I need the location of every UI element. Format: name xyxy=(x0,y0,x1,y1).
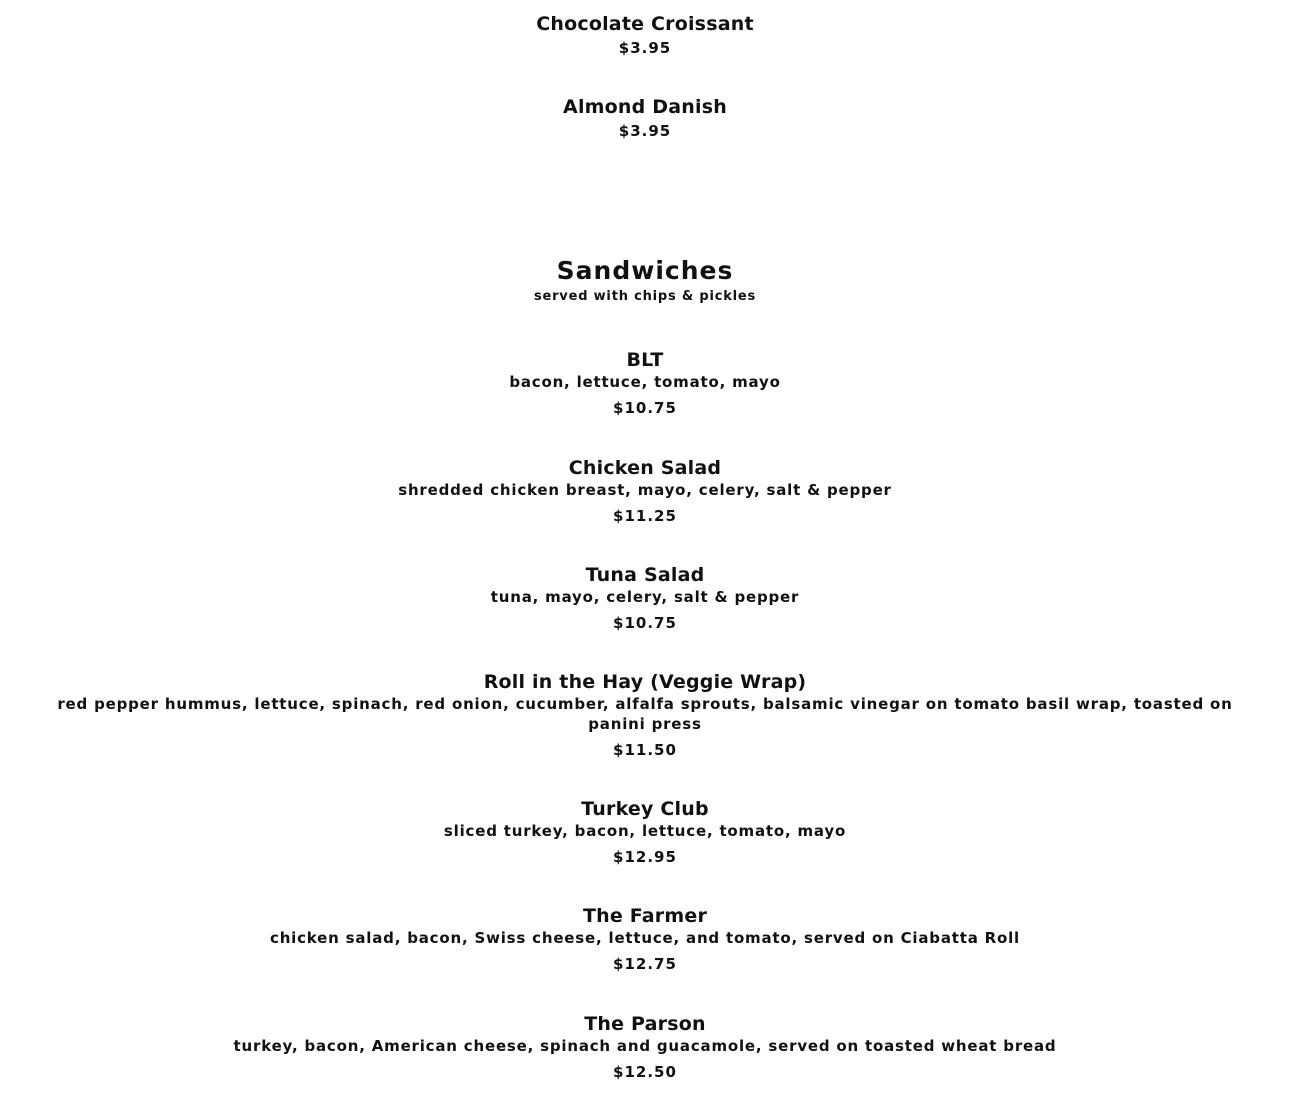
item-price: $10.75 xyxy=(613,614,677,632)
item-description: sliced turkey, bacon, lettuce, tomato, mayo xyxy=(443,822,847,840)
item-name: The Farmer xyxy=(582,905,708,927)
item-description: turkey, bacon, American cheese, spinach and guacamole, served on toasted wheat bread xyxy=(233,1037,1057,1055)
item-description: chicken salad, bacon, Swiss cheese, lettuce, and tomato, served on Ciabatta Roll xyxy=(270,929,1020,947)
item-description: bacon, lettuce, tomato, mayo xyxy=(509,373,781,391)
menu-item xyxy=(30,563,1260,633)
menu-item xyxy=(30,797,1260,867)
item-price: $11.25 xyxy=(613,507,677,525)
section-subtitle: served with chips & pickles xyxy=(533,289,757,304)
section-title: Sandwiches xyxy=(556,256,734,285)
item-name: The Parson xyxy=(584,1013,706,1035)
item-price: $12.75 xyxy=(613,955,677,973)
item-description: tuna, mayo, celery, salt & pepper xyxy=(490,588,800,606)
item-description: shredded chicken breast, mayo, celery, salt & pepper xyxy=(398,481,892,499)
item-price: $10.75 xyxy=(613,399,677,417)
item-name: Turkey Club xyxy=(581,798,709,820)
menu-item xyxy=(30,95,1260,141)
item-name: Roll in the Hay (Veggie Wrap) xyxy=(483,671,807,693)
item-price: $11.50 xyxy=(613,741,677,759)
item-description: red pepper hummus, lettuce, spinach, red onion, cucumber, alfalfa sprouts, balsamic vinegar on tomato basil wrap, toasted on panini press xyxy=(57,695,1233,733)
item-price: $3.95 xyxy=(618,39,672,57)
menu-item xyxy=(30,12,1260,58)
section-header-sandwiches xyxy=(30,256,1260,306)
menu-item xyxy=(30,1012,1260,1082)
menu-item xyxy=(30,904,1260,974)
item-price: $12.95 xyxy=(613,848,677,866)
item-name: Tuna Salad xyxy=(585,564,705,586)
item-name: Chicken Salad xyxy=(568,457,722,479)
item-name: BLT xyxy=(626,349,664,371)
item-name: Almond Danish xyxy=(563,96,727,118)
menu-item xyxy=(30,456,1260,526)
menu-item xyxy=(30,348,1260,418)
menu-item xyxy=(30,670,1260,760)
item-name: Chocolate Croissant xyxy=(536,13,754,35)
item-price: $12.50 xyxy=(613,1063,677,1081)
item-price: $3.95 xyxy=(618,122,672,140)
